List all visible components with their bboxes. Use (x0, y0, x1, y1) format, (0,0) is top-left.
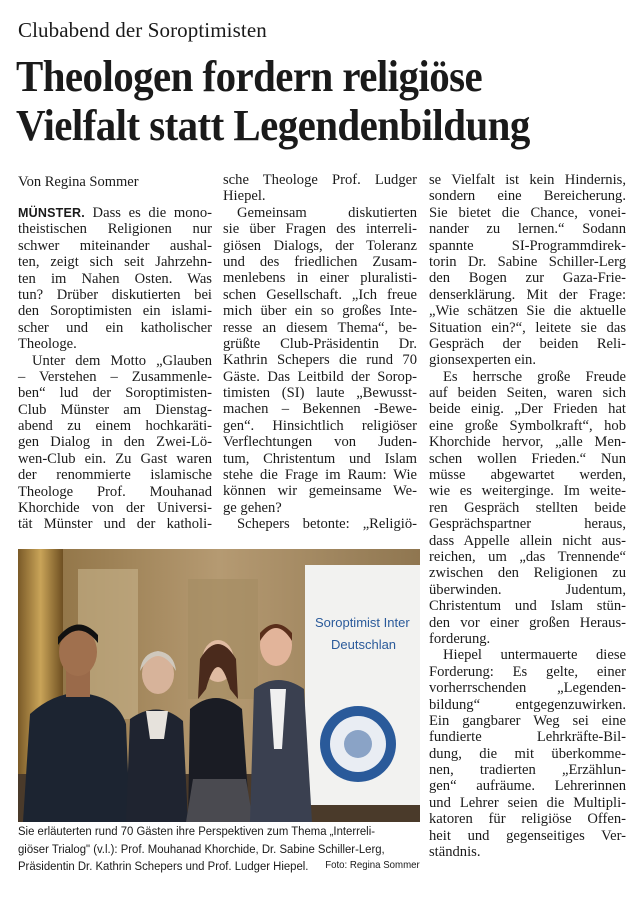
text-line: dass Appelle allein nicht aus- (429, 532, 626, 549)
text-line: Khorchide hervor, „alle Men- (429, 434, 626, 451)
text-line: tun? Drüber diskutierten bei (18, 286, 212, 303)
text-line: ge gehen? (223, 499, 282, 516)
text-line: Sie bietet die Chance, vonei- (429, 204, 626, 221)
text-line: machen – Bekennen -Bewe- (223, 401, 417, 418)
banner-text: Deutschlan (331, 637, 397, 652)
byline: Von Regina Sommer (18, 174, 139, 190)
headline (16, 52, 530, 150)
text-line: Ein gangbarer Weg sei eine (429, 712, 626, 729)
column-3 (429, 172, 626, 860)
dateline: MÜNSTER. (18, 206, 85, 220)
text-line: katoren für religiöse Offen- (429, 811, 626, 828)
text-line: „Wie schätzen Sie die aktuelle (429, 303, 626, 320)
text-line: reichen, um „das Trennende“ (429, 548, 626, 565)
text-line: ten im Nahen Osten. Was (18, 270, 212, 287)
text-line: – Verstehen – Zusammenle- (18, 368, 212, 385)
banner-text: Soroptimist Inter (315, 615, 410, 630)
text-line: nander zu lernen.“ Sodann (429, 221, 626, 238)
text-line: Verflechtungen von Juden- (223, 434, 417, 451)
text-line: zwischen den Religionen zu (429, 565, 626, 582)
text-line: Schepers betonte: „Religiö- (237, 516, 417, 533)
text-line: se Vielfalt ist kein Hindernis, (429, 172, 626, 188)
text-line: eine große Symbolkraft“, hob (429, 417, 626, 434)
text-line: Hiepel untermauerte diese (443, 647, 626, 664)
group-photo-image (18, 549, 420, 822)
text-line: wen-Club ein. Zu Gast waren (18, 450, 212, 467)
text-line: Gemeinsam diskutierten (237, 204, 417, 221)
text-line: mich über ein so großes Inte- (223, 303, 417, 320)
text-line: überwinden. Judentum, (429, 581, 626, 598)
text-line: Gesprächspartner heraus, (429, 516, 626, 533)
text-line: Khorchide von der Universi- (18, 500, 212, 517)
caption-line: Präsidentin Dr. Kathrin Schepers und Prof. Ludger Hiepel. (18, 859, 309, 873)
text-line: nen, tradierten „Erzählun- (429, 762, 626, 779)
text-line: scher und ein katholischer (18, 319, 212, 336)
text-fragment: Dass es die mono- (84, 205, 212, 221)
text-line: abend zu einem hochkaräti- (18, 418, 212, 435)
text-line: torin Dr. Sabine Schiller-Lerg (429, 253, 626, 270)
text-line: gen“. Hinsichtlich religiöser (223, 417, 417, 434)
text-line: schen Gesellschaft. „Ich freue (223, 286, 417, 303)
text-line: stehe die Frage im Raum: Wie (223, 467, 417, 484)
text-line: sondern eine Bereicherung. (429, 188, 626, 205)
text-line: timisten (SI) laute „Bewusst- (223, 385, 417, 402)
text-line: menlebens in einer pluralisti- (223, 270, 417, 287)
text-line: der renommierte islamische (18, 467, 212, 484)
text-line: Theologe. (18, 336, 77, 353)
text-line: sche Theologe Prof. Ludger (223, 172, 417, 188)
article-photo (18, 549, 420, 822)
caption-line: giöser Trialog" (v.l.): Prof. Mouhanad Khorchide, Dr. Sabine Schiller-Lerg, (18, 841, 385, 856)
text-line: sie über Fragen des interreli- (223, 221, 417, 238)
text-line: fundierte Lehrkräfte-Bil- (429, 729, 626, 746)
text-line: auf beiden Seiten, waren sich (429, 385, 626, 402)
caption-line: Sie erläuterten rund 70 Gästen ihre Perspektiven zum Thema „Interreli- (18, 824, 376, 838)
text-line: und Lehrer seien die Multipli- (429, 794, 626, 811)
text-line: Club Münster am Dienstag- (18, 401, 212, 418)
text-line: müsse abgewartet werden, (429, 467, 626, 484)
text-line: grüßte Club-Präsidentin Dr. (223, 335, 417, 352)
text-line: Unter dem Motto „Glauben (32, 352, 212, 369)
text-line: den Bogen zur Gaza-Frie- (429, 270, 626, 287)
text-line: und des friedlichen Zusam- (223, 253, 417, 270)
text-line: den Soroptimisten ein islami- (18, 303, 212, 320)
text-line: ten, zeigt sich seit Jahrzehn- (18, 254, 212, 271)
text-line: denserklärung. Mit der Frage: (429, 286, 626, 303)
text-line: resse an diesem Thema“, be- (223, 319, 417, 336)
text-line: den vor einer großen Heraus- (429, 614, 626, 631)
text-line: Hiepel. (223, 188, 266, 205)
soroptimist-logo (320, 706, 396, 782)
text-line: giösen Dialogs, der Toleranz (223, 237, 417, 254)
text-line: Kathrin Schepers die rund 70 (223, 352, 417, 369)
text-line: gen Dialog in den Zwei-Lö- (18, 434, 212, 451)
text-line: forderung. (429, 630, 491, 647)
column-1 (18, 205, 212, 533)
text-line: heit und gegenseitiges Ver- (429, 827, 626, 844)
text-line: gionsexperten ein. (429, 352, 536, 369)
photo-credit: Foto: Regina Sommer (325, 859, 420, 871)
text-line: Theologe Prof. Mouhanad (18, 483, 212, 500)
text-line: ben“ lud der Soroptimisten- (18, 385, 212, 402)
text-line: dung, die mit überkomme- (429, 745, 626, 762)
text-line: tum, Christentum und Islam (223, 450, 417, 467)
text-line (18, 205, 212, 221)
text-line: theistischen Religionen nur (18, 221, 212, 238)
text-line: tät Münster und der katholi- (18, 516, 212, 533)
headline-line: Vielfalt statt Legendenbildung (16, 101, 530, 150)
text-line: Gespräch der beiden Reli- (429, 335, 626, 352)
text-line: gen“ aufräume. Lehrerinnen (429, 778, 626, 795)
column-2 (223, 172, 417, 533)
text-line: bildung“ entgegenzuwirken. (429, 696, 626, 713)
text-line: beide einig. „Der Frieden hat (429, 401, 626, 418)
kicker: Clubabend der Soroptimisten (18, 18, 267, 42)
text-line: Christentum und Islam stün- (429, 598, 626, 615)
text-line: vorherrschenden „Legenden- (429, 680, 626, 697)
text-line: schwer miteinander aushal- (18, 237, 212, 254)
text-line: schen wollen Frieden.“ Nun (429, 450, 626, 467)
text-line: Gäste. Das Leitbild der Sorop- (223, 368, 417, 385)
text-line: Forderung: Es gelte, einer (429, 663, 626, 680)
text-line: Es herrsche große Freude (443, 368, 626, 385)
text-line: Situation ein?“, leitete sie das (429, 319, 626, 336)
text-line: ren Gespräch stellten beide (429, 499, 626, 516)
text-line: ständnis. (429, 844, 481, 861)
text-line: spannte SI-Programmdirek- (429, 237, 626, 254)
headline-line: Theologen fordern religiöse (16, 52, 483, 101)
text-line: wie es weiterginge. Im weite- (429, 483, 626, 500)
text-line: können wir gemeinsame We- (223, 483, 417, 500)
